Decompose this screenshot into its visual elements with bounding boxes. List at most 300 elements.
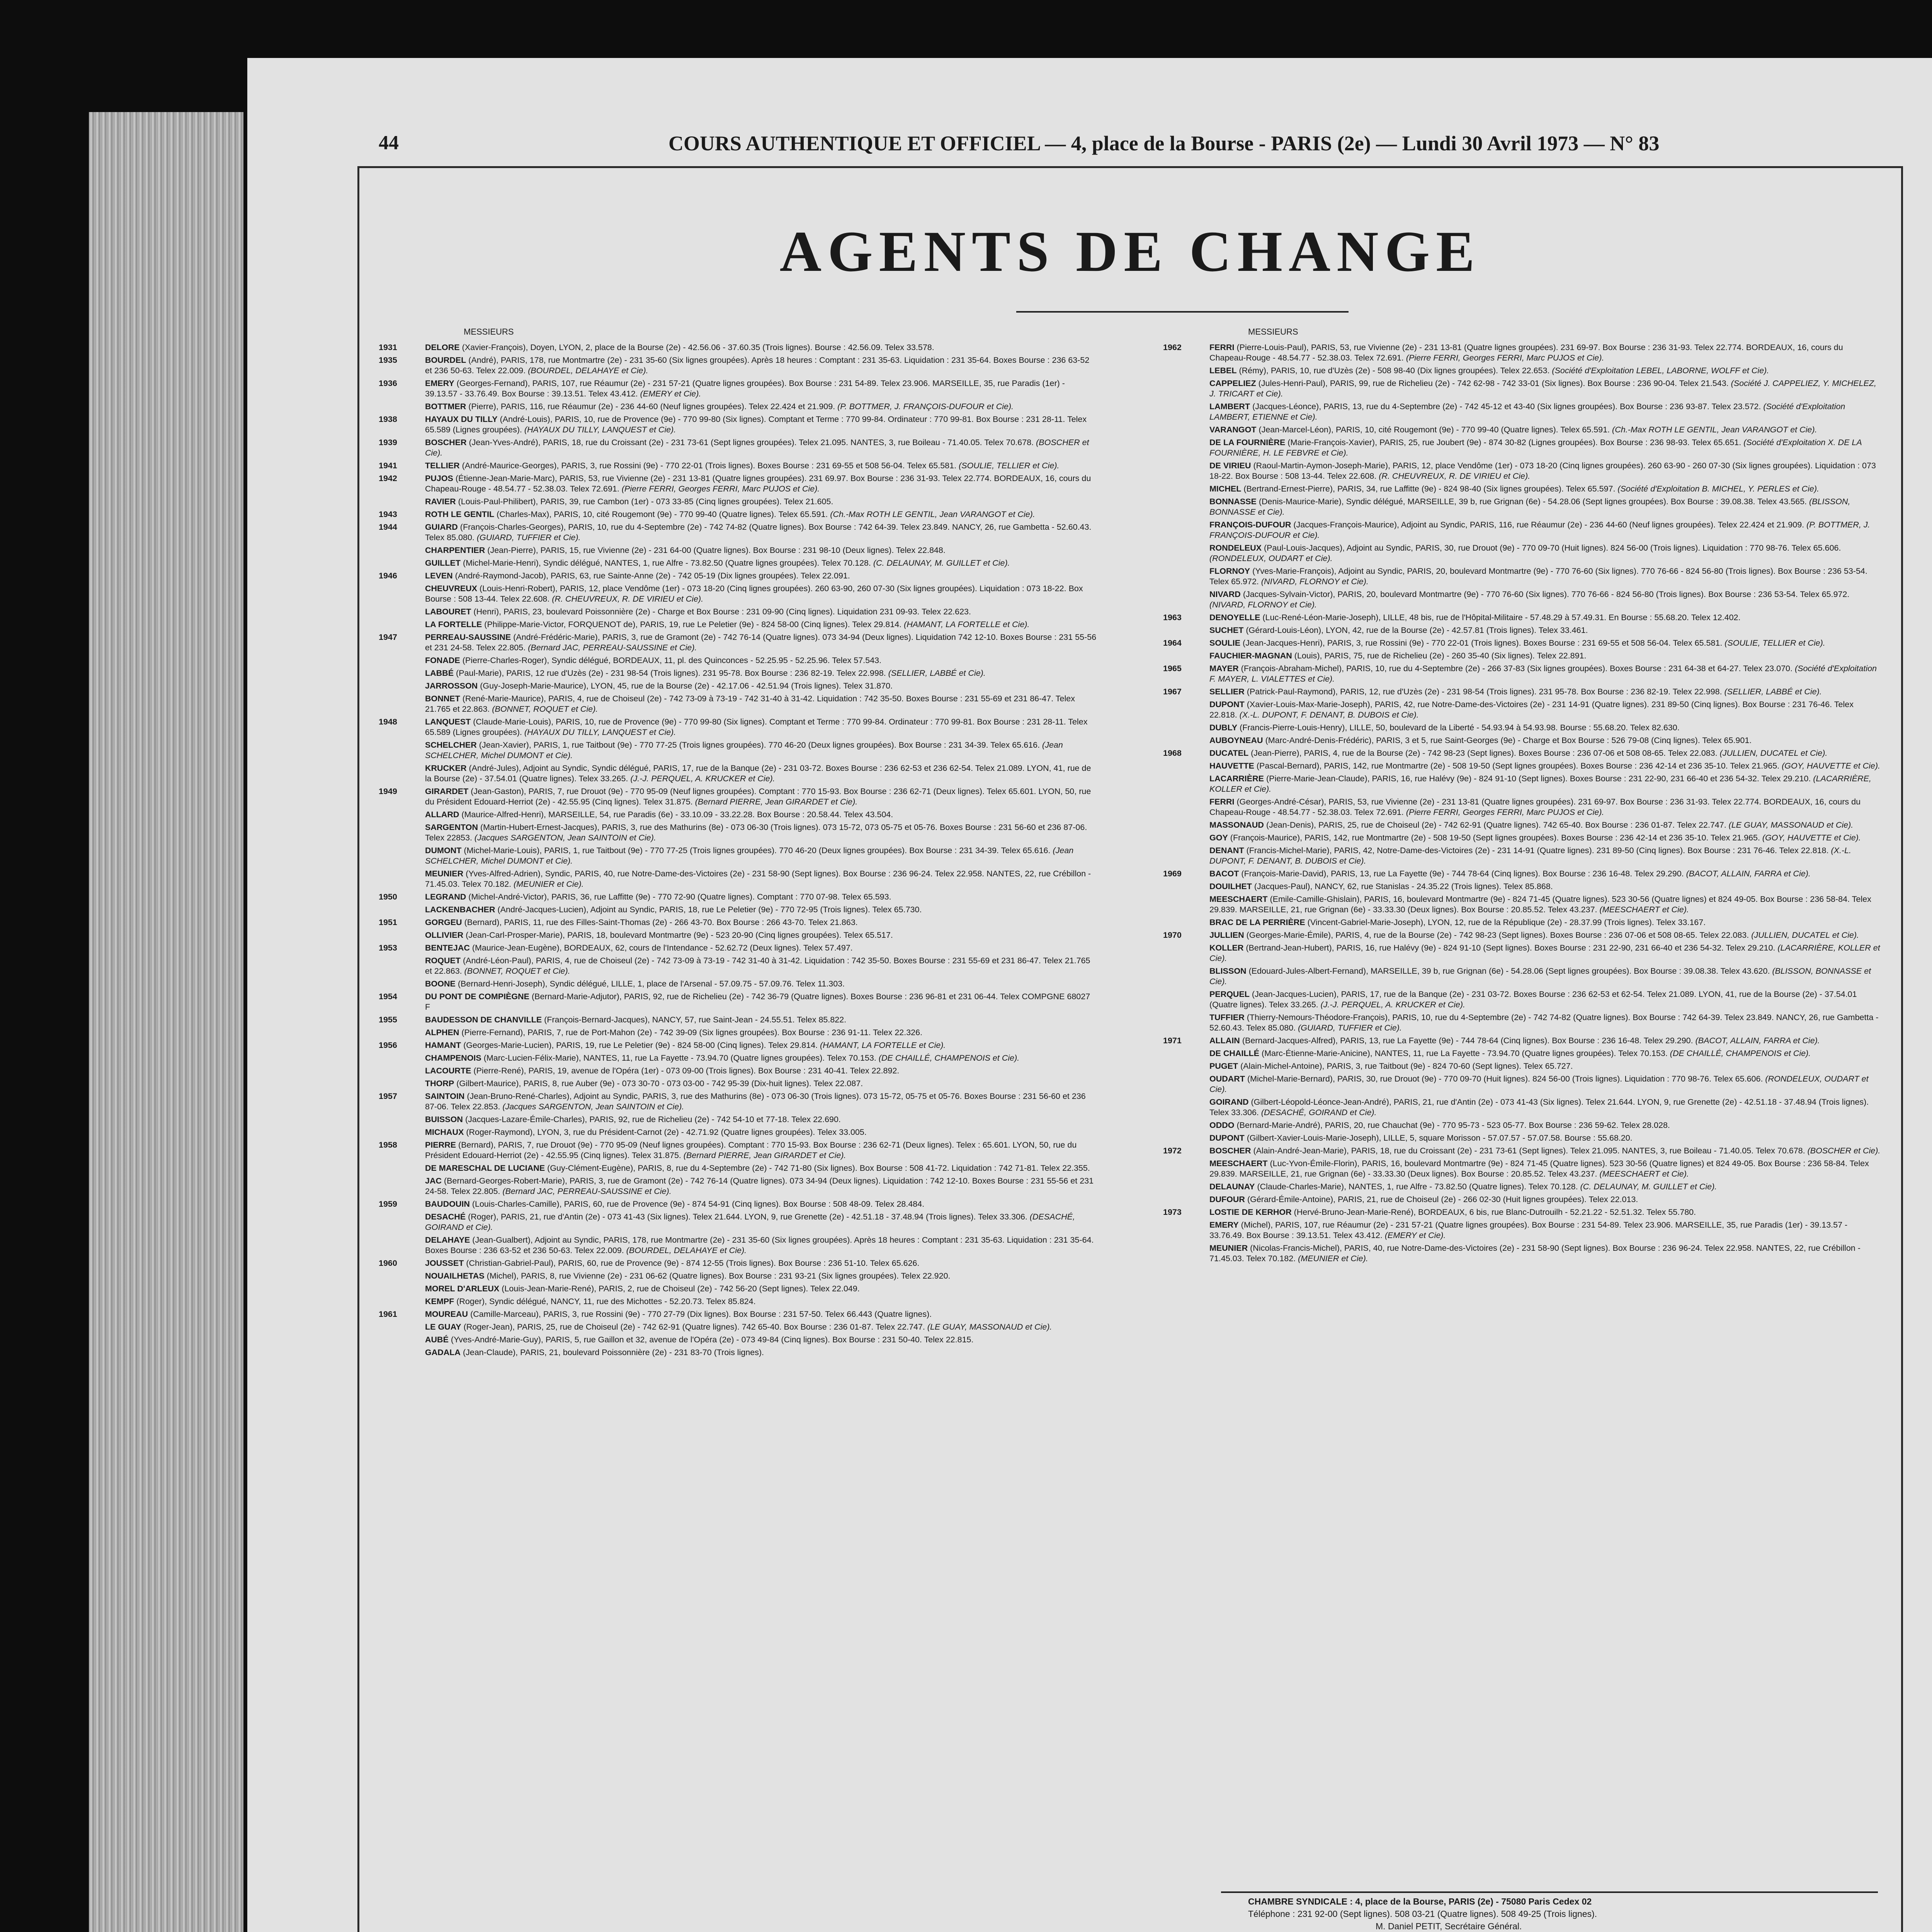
agent-name: SCHELCHER	[425, 740, 477, 750]
agent-entry	[379, 1199, 1097, 1209]
agent-entry	[1163, 797, 1882, 818]
agent-name: MEUNIER	[1209, 1243, 1248, 1253]
book-page-edges-left	[89, 112, 243, 1932]
agent-entry	[379, 1015, 1097, 1025]
firm-name: (Ch.-Max ROTH LE GENTIL, Jean VARANGOT et Cie).	[1612, 425, 1817, 434]
agent-entry	[1163, 687, 1882, 697]
agent-details: (Bernard-Marie-André), PARIS, 20, rue Chauchat (9e) - 770 95-73 - 523 05-77. Box Bourse : 236 59-62. Telex 28.028.	[1236, 1121, 1670, 1130]
firm-name: (LACARRIÈRE, KOLLER et Cie).	[1209, 774, 1871, 794]
agent-details: (Francis-Michel-Marie), PARIS, 42, Notre-Dame-des-Victoires (2e) - 231 14-91 (Quatre lignes). 231 89-50 (Cinq lignes). Box Bourse : 231 76-46. Telex 22.818.	[1246, 846, 1829, 855]
agent-entry	[379, 917, 1097, 928]
agent-details: (Bernard-Marie-Adjutor), PARIS, 92, rue de Richelieu (2e) - 742 36-79 (Quatre lignes). Boxes Bourse : 236 96-81 et 231 06-44. Telex COMPGNE 68027 F	[425, 992, 1090, 1012]
agent-details: (Roger-Raymond), LYON, 3, rue du Président-Carnot (2e) - 42.71.92 (Quatre lignes groupées). Telex 33.005.	[466, 1128, 867, 1137]
agent-name: KRUCKER	[425, 764, 467, 773]
entry-year: 1939	[379, 438, 397, 447]
firm-name: (LACARRIÈRE, KOLLER et Cie).	[1209, 943, 1880, 963]
agent-details: (Guy-Joseph-Marie-Maurice), LYON, 45, rue de la Bourse (2e) - 42.17.06 - 42.51.94 (Trois lignes). Telex 31.870.	[480, 681, 893, 690]
agent-name: FONADE	[425, 656, 460, 665]
agent-name: NOUAILHETAS	[425, 1271, 485, 1281]
agent-name: MOREL D'ARLEUX	[425, 1284, 500, 1293]
agent-details: (Bertrand-Ernest-Pierre), PARIS, 34, rue Laffitte (9e) - 824 98-40 (Six lignes groupées). Telex 65.597.	[1243, 484, 1616, 493]
agent-details: (Jacques-Lazare-Émile-Charles), PARIS, 92, rue de Richelieu (2e) - 742 54-10 et 77-18. Telex 22.690.	[465, 1115, 841, 1124]
entry-year: 1970	[1163, 930, 1182, 940]
agent-entry	[1163, 869, 1882, 879]
agent-details: (Louis-Henri-Robert), PARIS, 12, place Vendôme (1er) - 073 18-20 (Cinq lignes groupées). 260 63-90, 260 07-30 (Six lignes groupées). Liquidation : 073 18-22. Box Bourse : 508 13-44. Telex 22.608.	[425, 584, 1083, 604]
agent-name: BACOT	[1209, 869, 1239, 878]
agent-details: (Roger), PARIS, 21, rue d'Antin (2e) - 073 41-43 (Six lignes). Telex 21.644. LYON, 9, rue Grenette (2e) - 42.51.18 - 37.48.94 (Trois lignes). Telex 33.306.	[468, 1212, 1027, 1221]
firm-name: (MEESCHAERT et Cie).	[1599, 1169, 1689, 1179]
firm-name: (J.-J. PERQUEL, A. KRUCKER et Cie).	[1320, 1000, 1465, 1009]
agent-entry	[379, 558, 1097, 568]
entry-year: 1954	[379, 992, 397, 1001]
agent-name: MOUREAU	[425, 1310, 468, 1319]
firm-name: (Société d'Exploitation B. MICHEL, Y. PERLES et Cie).	[1617, 484, 1819, 493]
agent-entry	[379, 822, 1097, 843]
section-rule	[1221, 1891, 1878, 1893]
page-number: 44	[379, 132, 399, 154]
agent-details: (Michel), PARIS, 107, rue Réaumur (2e) - 231 57-21 (Quatre lignes groupées). Box Bourse : 231 54-89. Telex 23.906. MARSEILLE, 35, rue Paradis (1er) - 39.13.57 - 33.76.49. Box Bourse : 39.13.51. Telex 43.412.	[1209, 1220, 1848, 1240]
agent-entry	[379, 1114, 1097, 1125]
agent-details: (Jacques-François-Maurice), Adjoint au Syndic, PARIS, 116, rue Réaumur (2e) - 236 44-60 (Neuf lignes groupées). Telex 22.424 et 21.909.	[1293, 520, 1804, 529]
agent-details: (Bernard), PARIS, 11, rue des Filles-Saint-Thomas (2e) - 266 43-70. Box Bourse : 266 43-70. Telex 21.863.	[464, 918, 858, 927]
agent-details: (Emile-Camille-Ghislain), PARIS, 16, boulevard Montmartre (9e) - 824 71-45 (Quatre lignes). 523 30-56 (Quatre lignes) et 824 49-05. Box Bourse : 236 58-84. Telex 29.839. MARSEILLE, 21, rue Grignan (6e) - 33.33.30 (Deux lignes). Box Bourse : 20.85.52. Telex 43.237.	[1209, 895, 1871, 914]
agent-details: (Vincent-Gabriel-Marie-Joseph), LYON, 12, rue de la République (2e) - 28.37.99 (Trois lignes). Telex 33.167.	[1307, 918, 1706, 927]
agent-name: HAYAUX DU TILLY	[425, 415, 498, 424]
agent-details: (Martin-Hubert-Ernest-Jacques), PARIS, 3, rue des Mathurins (8e) - 073 06-30 (Trois lignes). 073 15-72, 073 05-75 et 05-76. Boxes Bourse : 231 56-60 et 236 87-06. Telex 22853.	[425, 823, 1087, 842]
agent-name: RONDELEUX	[1209, 543, 1262, 553]
agent-entry	[1163, 638, 1882, 648]
agent-entry	[1163, 1048, 1882, 1059]
agent-details: (Gérard-Émile-Antoine), PARIS, 21, rue de Choiseul (2e) - 266 02-30 (Huit lignes groupées). Telex 22.013.	[1247, 1195, 1638, 1204]
agent-name: LACKENBACHER	[425, 905, 495, 914]
officer: M. Daniel PETIT, Secrétaire Général.	[1376, 1921, 1522, 1931]
agent-entry	[1163, 366, 1882, 376]
agent-details: (Georges-Marie-Émile), PARIS, 4, rue de la Bourse (2e) - 742 98-23 (Sept lignes). Boxes Bourse : 236 07-06 et 508 08-65. Telex 22.083.	[1246, 930, 1749, 940]
agent-details: (Jean-Marcel-Léon), PARIS, 10, cité Rougemont (9e) - 770 99-40 (Quatre lignes). Telex 65.591.	[1259, 425, 1610, 434]
agent-details: (Jean-Pierre), PARIS, 4, rue de la Bourse (2e) - 742 98-23 (Sept lignes). Boxes Bourse : 236 07-06 et 508 08-65. Telex 22.083.	[1251, 748, 1718, 758]
agent-details: (Michel-Marie-Henri), Syndic délégué, NANTES, 1, rue Alfre - 73.82.50 (Quatre lignes groupées). Telex 70.128.	[463, 558, 871, 568]
chambre-title: CHAMBRE SYNDICALE : 4, place de la Bourse, PARIS (2e) - 75080 Paris Cedex 02	[1248, 1896, 1592, 1906]
entry-year: 1942	[379, 474, 397, 483]
firm-name: (HAYAUX DU TILLY, LANQUEST et Cie).	[524, 425, 676, 434]
firm-name: (GUIARD, TUFFIER et Cie).	[476, 533, 581, 542]
agent-details: (Jean-Pierre), PARIS, 15, rue Vivienne (2e) - 231 64-00 (Quatre lignes). Box Bourse : 231 98-10 (Deux lignes). Telex 22.848.	[487, 546, 946, 555]
agent-details: (François-Abraham-Michel), PARIS, 10, rue du 4-Septembre (2e) - 266 37-83 (Six lignes groupées). Boxes Bourse : 231 64-38 et 64-27. Telex 23.070.	[1241, 664, 1793, 673]
agent-entry	[379, 905, 1097, 915]
firm-name: (Bernard JAC, PERREAU-SAUSSINE et Cie).	[528, 643, 697, 652]
firm-name: (Bernard PIERRE, Jean GIRARDET et Cie).	[695, 797, 858, 806]
entry-year: 1944	[379, 522, 397, 532]
agent-details: (Pierre-Fernand), PARIS, 7, rue de Port-Mahon (2e) - 742 39-09 (Six lignes groupées). Box Bourse : 236 91-11. Telex 22.326.	[461, 1028, 923, 1037]
agent-details: (Étienne-Jean-Marie-Marc), PARIS, 53, rue Vivienne (2e) - 231 13-81 (Quatre lignes groupées). 231 69.97. Box Bourse : 236 31-93. Telex 22.774. BORDEAUX, 16, cours du Chapeau-Rouge - 48.54.77 - 52.38.03. Telex 72.691.	[425, 474, 1091, 493]
agent-name: DENOYELLE	[1209, 613, 1260, 622]
entry-year: 1969	[1163, 869, 1182, 878]
agent-details: (Yves-Marie-François), Adjoint au Syndic, PARIS, 20, boulevard Montmartre (9e) - 770 76-60 (Six lignes). 770 76-66 - 824 56-80 (Trois lignes). Box Bourse : 236 53-54. Telex 65.972.	[1209, 566, 1867, 586]
agent-name: NIVARD	[1209, 590, 1241, 599]
agent-details: (René-Marie-Maurice), PARIS, 4, rue de Choiseul (2e) - 742 73-09 à 73-19 - 742 31-40 à 31-42. Liquidation : 742 35-50. Boxes Bourse : 231 55-69 et 231 86-47. Telex 21.765 et 22.863.	[425, 694, 1075, 714]
agent-entry	[379, 497, 1097, 507]
firm-name: (Jean SCHELCHER, Michel DUMONT et Cie).	[425, 740, 1063, 760]
agent-name: FERRI	[1209, 797, 1235, 806]
firm-name: (LE GUAY, MASSONAUD et Cie).	[927, 1322, 1052, 1332]
agent-name: DE LA FOURNIÈRE	[1209, 438, 1286, 447]
firm-name: (J.-J. PERQUEL, A. KRUCKER et Cie).	[630, 774, 775, 783]
agent-details: (Marc-Lucien-Félix-Marie), NANTES, 11, rue La Fayette - 73.94.70 (Quatre lignes groupées). Telex 70.153.	[483, 1053, 876, 1063]
firm-name: (JULLIEN, DUCATEL et Cie).	[1751, 930, 1859, 940]
agent-name: BAUDESSON DE CHANVILLE	[425, 1015, 542, 1024]
agent-entry	[379, 1335, 1097, 1345]
agent-details: (Claude-Charles-Marie), NANTES, 1, rue Alfre - 73.82.50 (Quatre lignes). Telex 70.128.	[1257, 1182, 1578, 1191]
agent-list	[1163, 342, 1882, 1264]
agent-details: (Alain-Michel-Antoine), PARIS, 3, rue Taitbout (9e) - 824 70-60 (Sept lignes). Telex 65.727.	[1240, 1061, 1573, 1071]
agent-name: DELAUNAY	[1209, 1182, 1255, 1191]
agent-entry	[1163, 651, 1882, 661]
chambre-syndicale	[1248, 1895, 1866, 1932]
agent-entry	[379, 956, 1097, 976]
agent-details: (Rémy), PARIS, 10, rue d'Uzès (2e) - 508 98-40 (Dix lignes groupées). Telex 22.653.	[1239, 366, 1550, 375]
agent-entry	[1163, 1012, 1882, 1033]
agent-entry	[1163, 833, 1882, 843]
agent-details: (Jacques-Paul), NANCY, 62, rue Stanislas - 24.35.22 (Trois lignes). Telex 85.868.	[1254, 882, 1553, 891]
firm-name: (HAYAUX DU TILLY, LANQUEST et Cie).	[524, 728, 676, 737]
agent-entry	[1163, 989, 1882, 1010]
agent-entry	[379, 1027, 1097, 1038]
agent-name: DE VIRIEU	[1209, 461, 1251, 470]
agent-entry	[1163, 1120, 1882, 1131]
agent-name: DESACHÉ	[425, 1212, 466, 1221]
agent-name: LE GUAY	[425, 1322, 461, 1332]
agent-entry	[379, 717, 1097, 738]
firm-name: (GOY, HAUVETTE et Cie).	[1762, 833, 1861, 842]
agent-entry	[1163, 625, 1882, 636]
agent-details: (André-Raymond-Jacob), PARIS, 63, rue Sainte-Anne (2e) - 742 05-19 (Dix lignes groupées). Telex 22.091.	[455, 571, 850, 580]
agent-name: MAYER	[1209, 664, 1239, 673]
agent-details: (Louis), PARIS, 75, rue de Richelieu (2e) - 260 35-40 (Six lignes). Telex 22.891.	[1294, 651, 1587, 660]
firm-name: (Société d'Exploitation LAMBERT, ETIENNE et Cie).	[1209, 402, 1845, 422]
agent-details: (Yves-Alfred-Adrien), Syndic, PARIS, 40, rue Notre-Dame-des-Victoires (2e) - 231 58-90 (Sept lignes). Box Bourse : 236 96-24. Telex 22.958. NANTES, 22, rue Crébillon - 71.45.03. Telex 70.182.	[425, 869, 1091, 889]
agent-name: PUJOS	[425, 474, 453, 483]
agent-entry	[1163, 1097, 1882, 1118]
agent-details: (Denis-Maurice-Marie), Syndic délégué, MARSEILLE, 39 b, rue Grignan (6e) - 54.28.06 (Sept lignes groupées). Box Bourse : 39.08.38. Telex 43.565.	[1259, 497, 1807, 506]
agent-details: (Gilbert-Léopold-Léonce-Jean-André), PARIS, 21, rue d'Antin (2e) - 073 41-43 (Six lignes). Telex 21.644. LYON, 9, rue Grenette (2e) - 42.51.18 - 37.48.94 (Trois lignes). Telex 33.306.	[1209, 1097, 1869, 1117]
agent-details: (Georges-Marie-Lucien), PARIS, 19, rue Le Peletier (9e) - 824 58-00 (Cinq lignes). Telex 29.814.	[463, 1041, 818, 1050]
entry-year: 1936	[379, 379, 397, 388]
agent-details: (Michel-Marie-Louis), PARIS, 1, rue Taitbout (9e) - 770 77-25 (Trois lignes groupées). 770 46-20 (Deux lignes groupées). Box Bourse : 231 34-39. Telex 65.616.	[464, 846, 1051, 855]
agent-name: MASSONAUD	[1209, 820, 1264, 830]
firm-name: (NIVARD, FLORNOY et Cie).	[1261, 577, 1369, 586]
agent-name: KOLLER	[1209, 943, 1244, 952]
agent-name: MICHAUX	[425, 1128, 464, 1137]
agent-details: (Raoul-Martin-Aymon-Joseph-Marie), PARIS, 12, place Vendôme (1er) - 073 18-20 (Cinq lignes groupées). 260 63-90 - 260 07-30 (Six lignes groupées). Liquidation : 073 18-22. Box Bourse : 508 13-44. Telex 22.608.	[1209, 461, 1876, 481]
agent-name: LACARRIÈRE	[1209, 774, 1264, 783]
agent-name: PUGET	[1209, 1061, 1238, 1071]
agent-entry	[1163, 845, 1882, 866]
agent-details: (Thierry-Nemours-Théodore-François), PARIS, 10, rue du 4-Septembre (2e) - 742 74-82 (Quatre lignes). Box Bourse : 742 64-39. Telex 23.849. NANCY, 26, rue Gambetta - 52.60.43. Telex 85.080.	[1209, 1013, 1879, 1032]
agent-name: LEGRAND	[425, 892, 466, 901]
agent-entry	[1163, 437, 1882, 458]
firm-name: (P. BOTTMER, J. FRANÇOIS-DUFOUR et Cie).	[837, 402, 1014, 411]
agent-details: (Roger), Syndic délégué, NANCY, 11, rue des Michottes - 52.20.73. Telex 85.824.	[456, 1297, 756, 1306]
agent-entry	[379, 378, 1097, 399]
firm-name: (JULLIEN, DUCATEL et Cie).	[1719, 748, 1828, 758]
agent-details: (Roger-Jean), PARIS, 25, rue de Choiseul (2e) - 742 62-91 (Quatre lignes). 742 65-40. Box Bourse : 236 01-87. Telex 22.747.	[463, 1322, 925, 1332]
agent-entry	[379, 1322, 1097, 1332]
agent-entry	[1163, 735, 1882, 746]
agent-entry	[1163, 378, 1882, 399]
agent-name: LANQUEST	[425, 717, 471, 726]
agent-entry	[379, 1258, 1097, 1269]
agent-entry	[1163, 497, 1882, 517]
agent-name: THORP	[425, 1079, 454, 1088]
title-rule	[1016, 311, 1349, 313]
agent-entry	[379, 1040, 1097, 1051]
agent-list	[379, 342, 1097, 1358]
agent-name: OLLIVIER	[425, 930, 464, 940]
agent-entry	[1163, 1220, 1882, 1241]
agent-details: (Patrick-Paul-Raymond), PARIS, 12, rue d'Uzès (2e) - 231 98-54 (Trois lignes). 231 95-78. Box Bourse : 236 82-19. Telex 22.998.	[1247, 687, 1722, 696]
firm-name: (BOSCHER et Cie).	[1807, 1146, 1881, 1155]
firm-name: (DE CHAILLÉ, CHAMPENOIS et Cie).	[1670, 1049, 1811, 1058]
agent-details: (Jules-Henri-Paul), PARIS, 99, rue de Richelieu (2e) - 742 62-98 - 742 33-01 (Six lignes). Box Bourse : 236 90-04. Telex 21.543.	[1258, 379, 1729, 388]
entry-year: 1964	[1163, 638, 1182, 648]
agent-details: (André-Maurice-Georges), PARIS, 3, rue Rossini (9e) - 770 22-01 (Trois lignes). Boxes Bourse : 231 69-55 et 508 56-04. Telex 65.581.	[462, 461, 957, 470]
agent-entry	[379, 1053, 1097, 1063]
agent-entry	[379, 1284, 1097, 1294]
agent-name: GADALA	[425, 1348, 461, 1357]
agent-name: GOIRAND	[1209, 1097, 1249, 1107]
agent-entry	[1163, 1243, 1882, 1264]
firm-name: (BONNET, ROQUET et Cie).	[464, 966, 570, 976]
agent-entry	[379, 607, 1097, 617]
firm-name: (MEUNIER et Cie).	[514, 879, 584, 889]
entry-year: 1963	[1163, 613, 1182, 622]
agent-details: (Jean-Jacques-Lucien), PARIS, 17, rue de la Banque (2e) - 231 03-72. Boxes Bourse : 236 62-53 et 62-54. Telex 21.089. LYON, 41, rue de la Bourse (2e) - 37.54.01 (Quatre lignes). Telex 33.265.	[1209, 990, 1857, 1009]
firm-name: (X.-L. DUPONT, F. DENANT, B. DUBOIS et Cie).	[1209, 846, 1852, 866]
agent-name: SOULIE	[1209, 638, 1241, 648]
agent-name: LAMBERT	[1209, 402, 1250, 411]
agent-details: (Alain-André-Jean-Marie), PARIS, 18, rue du Croissant (2e) - 231 73-61 (Sept lignes). Telex 21.095. NANTES, 3, rue Boileau - 71.40.05. Telex 70.678.	[1253, 1146, 1805, 1155]
firm-name: (Bernard JAC, PERREAU-SAUSSINE et Cie).	[502, 1187, 672, 1196]
agent-name: FRANÇOIS-DUFOUR	[1209, 520, 1291, 529]
agent-entry	[1163, 401, 1882, 422]
agent-name: CHAMPENOIS	[425, 1053, 481, 1063]
entry-year: 1960	[379, 1259, 397, 1268]
agent-entry	[1163, 894, 1882, 915]
agent-details: (Paul-Louis-Jacques), Adjoint au Syndic, PARIS, 30, rue Drouot (9e) - 770 09-70 (Huit lignes). 824 56-00 (Trois lignes). Liquidation : 770 98-76. Telex 65.606.	[1264, 543, 1841, 553]
agent-entry	[379, 869, 1097, 889]
firm-name: (BACOT, ALLAIN, FARRA et Cie).	[1695, 1036, 1820, 1045]
agent-entry	[379, 655, 1097, 666]
agent-details: (André-Jacques-Lucien), Adjoint au Syndic, PARIS, 18, rue Le Peletier (9e) - 770 72-95 (Trois lignes). Telex 65.730.	[497, 905, 922, 914]
entry-year: 1931	[379, 343, 397, 352]
agent-details: (Marc-André-Denis-Frédéric), PARIS, 3 et 5, rue Saint-Georges (9e) - Charge et Box Bourse : 526 79-08 (Cinq lignes). Telex 65.901.	[1265, 736, 1752, 745]
agent-name: SARGENTON	[425, 823, 478, 832]
firm-name: (RONDELEUX, OUDART et Cie).	[1209, 554, 1333, 563]
firm-name: (EMERY et Cie).	[640, 389, 701, 398]
agent-entry	[379, 810, 1097, 820]
agent-name: SAINTOIN	[425, 1092, 465, 1101]
agent-name: ALPHEN	[425, 1028, 459, 1037]
column-left	[379, 327, 1097, 1932]
entry-year: 1950	[379, 892, 397, 901]
agent-name: DU PONT DE COMPIÈGNE	[425, 992, 529, 1001]
entry-year: 1956	[379, 1041, 397, 1050]
agent-entry	[379, 740, 1097, 761]
agent-entry	[379, 694, 1097, 714]
agent-name: DOUILHET	[1209, 882, 1252, 891]
agent-details: (Guy-Clément-Eugène), PARIS, 8, rue du 4-Septembre (2e) - 742 71-80 (Six lignes). Box Bourse : 508 41-72. Liquidation : 742 71-81. Telex 22.355.	[547, 1163, 1090, 1173]
agent-entry	[379, 1078, 1097, 1089]
agent-name: TUFFIER	[1209, 1013, 1245, 1022]
agent-name: CHARPENTIER	[425, 546, 485, 555]
agent-name: GIRARDET	[425, 787, 469, 796]
agent-entry	[379, 437, 1097, 458]
firm-name: (BLISSON, BONNASSE et Cie).	[1209, 966, 1871, 986]
agent-name: BONNET	[425, 694, 460, 703]
agent-name: LEBEL	[1209, 366, 1237, 375]
entry-year: 1953	[379, 943, 397, 952]
firm-name: (Jacques SARGENTON, Jean SAINTOIN et Cie).	[502, 1102, 684, 1111]
agent-details: (Francis-Pierre-Louis-Henry), LILLE, 50, boulevard de la Liberté - 54.93.94 à 54.93.98. Bourse : 55.68.20. Telex 82.630.	[1240, 723, 1680, 732]
entry-year: 1965	[1163, 664, 1182, 673]
agent-details: (Bernard-Henri-Joseph), Syndic délégué, LILLE, 1, place de l'Arsenal - 57.09.75 - 57.09.76. Telex 11.303.	[457, 979, 845, 988]
firm-name: (BACOT, ALLAIN, FARRA et Cie).	[1686, 869, 1811, 878]
entry-year: 1935	[379, 355, 397, 365]
agent-details: (François-Marie-David), PARIS, 13, rue La Fayette (9e) - 744 78-64 (Cinq lignes). Box Bourse : 236 16-48. Telex 29.290.	[1241, 869, 1684, 878]
agent-details: (Jean-Xavier), PARIS, 1, rue Taitbout (9e) - 770 77-25 (Trois lignes groupées). 770 46-20 (Deux lignes groupées). Box Bourse : 231 34-39. Telex 65.616.	[479, 740, 1040, 750]
agent-name: ROQUET	[425, 956, 461, 965]
agent-name: BAUDOUIN	[425, 1199, 470, 1209]
agent-name: DELORE	[425, 343, 460, 352]
agent-name: GUIARD	[425, 522, 458, 532]
entry-year: 1951	[379, 918, 397, 927]
agent-entry	[1163, 612, 1882, 623]
firm-name: (Bernard PIERRE, Jean GIRARDET et Cie).	[683, 1151, 846, 1160]
agent-name: MEESCHAERT	[1209, 895, 1268, 904]
agent-details: (Jean-Gualbert), Adjoint au Syndic, PARIS, 178, rue Montmartre (2e) - 231 35-60 (Six lignes groupées). Après 18 heures : Comptant : 231 35-63. Liquidation : 231 35-64. Boxes Bourse : 236 63-52 et 236 50-63. Telex 22.009.	[425, 1235, 1094, 1255]
entry-year: 1946	[379, 571, 397, 580]
agent-name: DUMONT	[425, 846, 462, 855]
agent-details: (Paul-Marie), PARIS, 12 rue d'Uzès (2e) - 231 98-54 (Trois lignes). 231 95-78. Box Bourse : 236 82-19. Telex 22.998.	[456, 668, 886, 678]
agent-name: MEESCHAERT	[1209, 1159, 1268, 1168]
agent-entry	[379, 1212, 1097, 1233]
firm-name: (Société d'Exploitation LEBEL, LABORNE, WOLFF et Cie).	[1552, 366, 1769, 375]
agent-name: BOONE	[425, 979, 456, 988]
firm-name: (R. CHEUVREUX, R. DE VIRIEU et Cie).	[552, 594, 704, 604]
agent-details: (Hervé-Bruno-Jean-Marie-René), BORDEAUX, 6 bis, rue Blanc-Dutrouilh - 52.21.22 - 52.51.32. Telex 55.780.	[1294, 1208, 1696, 1217]
firm-name: (HAMANT, LA FORTELLE et Cie).	[904, 620, 1030, 629]
column-heading: MESSIEURS	[1248, 327, 1298, 337]
agent-entry	[1163, 543, 1882, 564]
agent-details: (Yves-André-Marie-Guy), PARIS, 5, rue Gaillon et 32, avenue de l'Opéra (2e) - 073 49-84 (Cinq lignes). Box Bourse : 231 50-40. Telex 22.815.	[451, 1335, 974, 1344]
agent-entry	[379, 992, 1097, 1012]
agent-entry	[379, 681, 1097, 691]
firm-name: (Pierre FERRI, Georges FERRI, Marc PUJOS et Cie).	[1406, 353, 1604, 362]
chambre-phone: Téléphone : 231 92-00 (Sept lignes). 508 03-21 (Quatre lignes). 508 49-25 (Trois lignes).	[1248, 1909, 1597, 1919]
agent-details: (André-Louis), PARIS, 10, rue de Provence (9e) - 770 99-80 (Six lignes). Comptant et Terme : 770 99-84. Ordinateur : 770 99-81. Box Bourse : 231 28-11. Telex 65.589 (Lignes groupées).	[425, 415, 1087, 434]
agent-entry	[379, 1091, 1097, 1112]
firm-name: (GOY, HAUVETTE et Cie).	[1782, 761, 1880, 770]
firm-name: (EMERY et Cie).	[1384, 1231, 1446, 1240]
agent-entry	[379, 1296, 1097, 1307]
entry-year: 1972	[1163, 1146, 1182, 1155]
agent-name: HAMANT	[425, 1041, 461, 1050]
agent-name: SUCHET	[1209, 626, 1244, 635]
agent-name: MICHEL	[1209, 484, 1242, 493]
agent-name: LOSTIE DE KERHOR	[1209, 1208, 1292, 1217]
agent-entry	[379, 509, 1097, 520]
firm-name: (Société d'Exploitation F. MAYER, L. VIALETTES et Cie).	[1209, 664, 1877, 684]
agent-entry	[379, 545, 1097, 556]
agent-details: (Pierre), PARIS, 116, rue Réaumur (2e) - 236 44-60 (Neuf lignes groupées). Telex 22.424 et 21.909.	[468, 402, 835, 411]
firm-name: (C. DELAUNAY, M. GUILLET et Cie).	[1580, 1182, 1717, 1191]
agent-entry	[379, 1309, 1097, 1320]
agent-entry	[1163, 881, 1882, 892]
agent-entry	[379, 632, 1097, 653]
agent-details: (Claude-Marie-Louis), PARIS, 10, rue de Provence (9e) - 770 99-80 (Six lignes). Comptant et Terme : 770 99-84. Ordinateur : 770 99-81. Box Bourse : 231 28-11. Telex 65.589 (Lignes groupées).	[425, 717, 1088, 737]
firm-name: (Société d'Exploitation X. DE LA FOURNIÈRE, H. LE FEBVRE et Cie).	[1209, 438, 1862, 457]
agent-details: (Bernard), PARIS, 7, rue Drouot (9e) - 770 95-09 (Neuf lignes groupées). Comptant : 770 15-93. Box Bourse : 236 62-71 (Deux lignes). Telex : 65.601. LYON, 50, rue du Président Edouard-Herriot (2e) - 42.55.95 (Cinq lignes). Telex 31.875.	[425, 1140, 1077, 1160]
agent-details: (Pierre-Louis-Paul), PARIS, 53, rue Vivienne (2e) - 231 13-81 (Quatre lignes groupées). 231 69-97. Box Bourse : 236 31-93. Telex 22.774. BORDEAUX, 16, cours du Chapeau-Rouge - 48.54.77 - 52.38.03. Telex 72.691.	[1209, 343, 1843, 362]
agent-details: (Luc-René-Léon-Marie-Joseph), LILLE, 48 bis, rue de l'Hôpital-Militaire - 57.48.29 à 57.49.31. En Bourse : 55.68.20. Telex 12.402.	[1262, 613, 1741, 622]
agent-entry	[379, 786, 1097, 807]
agent-name: GOY	[1209, 833, 1228, 842]
agent-name: BOURDEL	[425, 355, 466, 365]
firm-name: (BOURDEL, DELAHAYE et Cie).	[528, 366, 648, 375]
firm-name: (DE CHAILLÉ, CHAMPENOIS et Cie).	[878, 1053, 1020, 1063]
agent-entry	[1163, 589, 1882, 610]
agent-entry	[379, 763, 1097, 784]
agent-details: (François-Charles-Georges), PARIS, 10, rue du 4-Septembre (2e) - 742 74-82 (Quatre lignes). Box Bourse : 742 64-39. Telex 23.849. NANCY, 26, rue Gambetta - 52.60.43. Telex 85.080.	[425, 522, 1092, 542]
agent-entry	[379, 1163, 1097, 1173]
agent-details: (Luc-Yvon-Émile-Florin), PARIS, 16, boulevard Montmartre (9e) - 824 71-45 (Quatre lignes). 523 30-56 (Quatre lignes) et 824 49-05. Box Bourse : 236 58-84. Telex 29.839. MARSEILLE, 21, rue Grignan (6e) - 33.33.30 (Deux lignes). Box Bourse : 20.85.52. Telex 43.237.	[1209, 1159, 1869, 1179]
firm-name: (Ch.-Max ROTH LE GENTIL, Jean VARANGOT et Cie).	[830, 510, 1035, 519]
agent-entry	[379, 401, 1097, 412]
agent-name: BENTEJAC	[425, 943, 470, 952]
entry-year: 1971	[1163, 1036, 1182, 1045]
agent-name: EMERY	[1209, 1220, 1239, 1230]
agent-details: (Bernard-Jacques-Alfred), PARIS, 13, rue La Fayette (9e) - 744 78-64 (Cinq lignes). Box Bourse : 236 16-48. Telex 29.290.	[1242, 1036, 1693, 1045]
firm-name: (GUIARD, TUFFIER et Cie).	[1298, 1023, 1402, 1032]
agent-name: LEVEN	[425, 571, 453, 580]
agent-entry	[1163, 748, 1882, 759]
agent-name: FLORNOY	[1209, 566, 1250, 576]
firm-name: (BOSCHER et Cie).	[425, 438, 1089, 457]
entry-year: 1947	[379, 633, 397, 642]
firm-name: (RONDELEUX, OUDART et Cie).	[1209, 1074, 1869, 1094]
agent-details: (Jacques-Léonce), PARIS, 13, rue du 4-Septembre (2e) - 742 45-12 et 43-40 (Six lignes groupées). Box Bourse : 236 93-87. Telex 23.572.	[1252, 402, 1761, 411]
entry-year: 1967	[1163, 687, 1182, 696]
firm-name: (DESACHÉ, GOIRAND et Cie).	[1261, 1108, 1377, 1117]
agent-entry	[1163, 461, 1882, 481]
agent-entry	[379, 583, 1097, 604]
agent-details: (Marie-François-Xavier), PARIS, 25, rue Joubert (9e) - 874 30-82 (Lignes groupées). Box Bourse : 236 98-93. Telex 65.651.	[1287, 438, 1742, 447]
agent-name: DUPONT	[1209, 1133, 1245, 1143]
firm-name: (MEESCHAERT et Cie).	[1599, 905, 1689, 914]
firm-name: (BOURDEL, DELAHAYE et Cie).	[626, 1246, 747, 1255]
agent-entry	[379, 342, 1097, 353]
agent-entry	[379, 668, 1097, 679]
entry-year: 1962	[1163, 343, 1182, 352]
agent-details: (Bertrand-Jean-Hubert), PARIS, 16, rue Halévy (9e) - 824 91-10 (Sept lignes). Boxes Bourse : 231 22-90, 231 66-40 et 236 54-32. Telex 29.210.	[1246, 943, 1776, 952]
agent-entry	[379, 892, 1097, 902]
content-frame	[357, 166, 1903, 1932]
agent-name: JULLIEN	[1209, 930, 1244, 940]
agent-name: BRAC DE LA PERRIÈRE	[1209, 918, 1305, 927]
agent-name: JAC	[425, 1176, 442, 1185]
agent-details: (Xavier-Louis-Max-Marie-Joseph), PARIS, 42, rue Notre-Dame-des-Victoires (2e) - 231 14-91 (Quatre lignes). 231 89-50 (Cinq lignes). Box Bourse : 231 76-46. Telex 22.818.	[1209, 700, 1854, 719]
firm-name: (P. BOTTMER, J. FRANÇOIS-DUFOUR et Cie).	[1209, 520, 1870, 540]
